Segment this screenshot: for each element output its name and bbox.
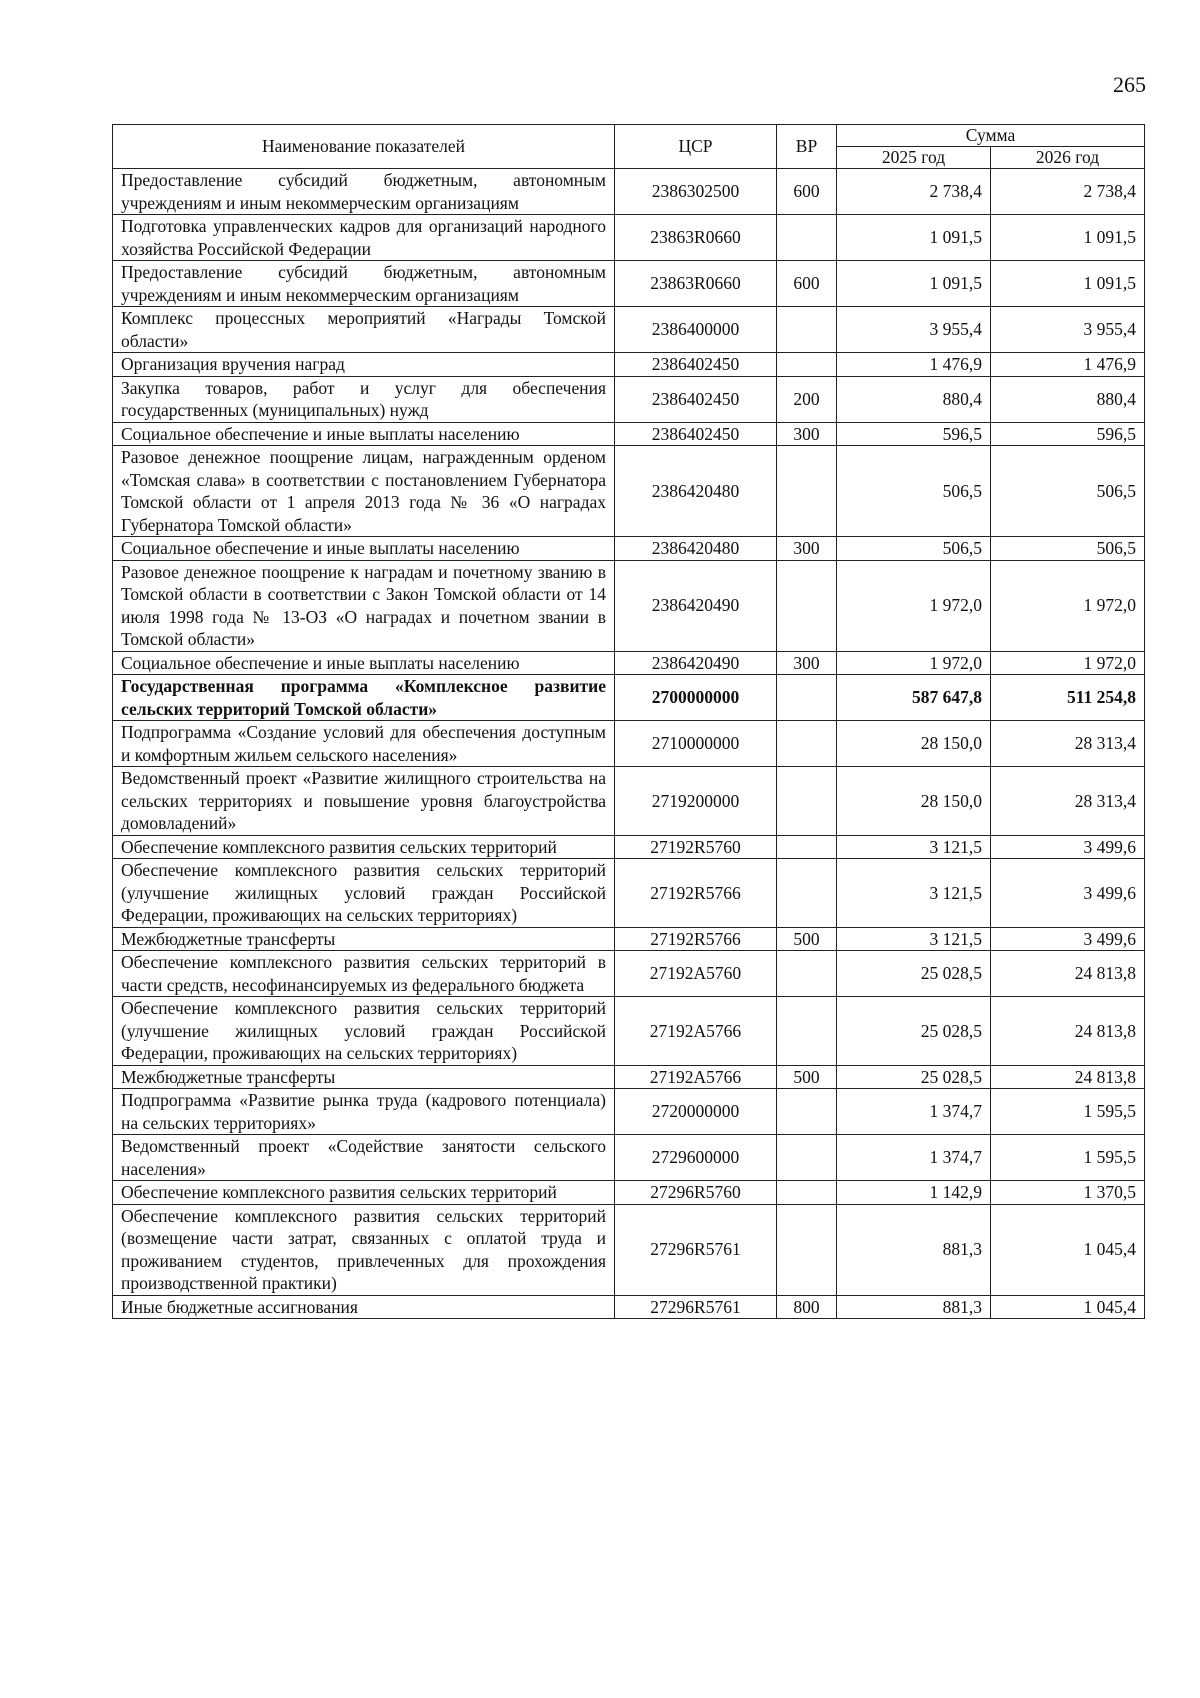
budget-table — [112, 124, 1145, 1319]
row-name-cell: Иные бюджетные ассигнования — [113, 1295, 615, 1319]
row-2026-cell: 3 955,4 — [991, 307, 1145, 353]
row-2025-cell: 1 476,9 — [837, 353, 991, 377]
row-vr-cell: 800 — [777, 1295, 837, 1319]
row-csr-cell: 27192R5766 — [615, 859, 777, 928]
row-2025-cell: 596,5 — [837, 422, 991, 446]
row-csr-cell: 27192A5760 — [615, 951, 777, 997]
row-2025-cell: 1 091,5 — [837, 261, 991, 307]
row-2025-cell: 1 374,7 — [837, 1089, 991, 1135]
row-name-cell: Государственная программа «Комплексное развитие сельских территорий Томской области» — [113, 675, 615, 721]
page-number: 265 — [1113, 72, 1146, 97]
row-csr-cell: 2386420490 — [615, 560, 777, 651]
row-csr-cell: 2700000000 — [615, 675, 777, 721]
row-vr-cell — [777, 859, 837, 928]
row-2025-cell: 1 142,9 — [837, 1181, 991, 1205]
row-vr-cell — [777, 767, 837, 836]
row-2025-cell: 1 972,0 — [837, 560, 991, 651]
table-row — [113, 1135, 1145, 1181]
row-vr-cell: 500 — [777, 927, 837, 951]
table-row — [113, 422, 1145, 446]
row-2025-cell: 587 647,8 — [837, 675, 991, 721]
row-csr-cell: 2386420490 — [615, 651, 777, 675]
row-2026-cell: 1 595,5 — [991, 1135, 1145, 1181]
table-header — [113, 125, 1145, 169]
row-vr-cell — [777, 675, 837, 721]
row-csr-cell: 2386420480 — [615, 446, 777, 537]
row-2025-cell: 3 121,5 — [837, 859, 991, 928]
row-csr-cell: 27192R5766 — [615, 927, 777, 951]
row-2025-cell: 506,5 — [837, 446, 991, 537]
row-csr-cell: 2710000000 — [615, 721, 777, 767]
table-row — [113, 927, 1145, 951]
row-2025-cell: 3 121,5 — [837, 927, 991, 951]
row-name-cell: Комплекс процессных мероприятий «Награды Томской области» — [113, 307, 615, 353]
row-csr-cell: 2386402450 — [615, 422, 777, 446]
table-row — [113, 1065, 1145, 1089]
row-vr-cell — [777, 446, 837, 537]
row-vr-cell: 200 — [777, 376, 837, 422]
table-row — [113, 446, 1145, 537]
row-name-cell: Социальное обеспечение и иные выплаты населению — [113, 537, 615, 561]
table-row — [113, 767, 1145, 836]
row-2026-cell: 1 595,5 — [991, 1089, 1145, 1135]
row-2026-cell: 1 972,0 — [991, 651, 1145, 675]
row-2026-cell: 3 499,6 — [991, 835, 1145, 859]
row-csr-cell: 23863R0660 — [615, 261, 777, 307]
header-csr: ЦСР — [615, 125, 777, 169]
row-name-cell: Подпрограмма «Развитие рынка труда (кадрового потенциала) на сельских территориях» — [113, 1089, 615, 1135]
row-2025-cell: 1 374,7 — [837, 1135, 991, 1181]
row-2026-cell: 1 091,5 — [991, 215, 1145, 261]
row-2025-cell: 28 150,0 — [837, 767, 991, 836]
row-vr-cell — [777, 353, 837, 377]
row-2026-cell: 506,5 — [991, 446, 1145, 537]
row-csr-cell: 2719200000 — [615, 767, 777, 836]
row-2026-cell: 3 499,6 — [991, 927, 1145, 951]
row-2026-cell: 1 476,9 — [991, 353, 1145, 377]
row-2026-cell: 506,5 — [991, 537, 1145, 561]
row-2026-cell: 1 045,4 — [991, 1204, 1145, 1295]
row-2025-cell: 25 028,5 — [837, 997, 991, 1066]
row-csr-cell: 2386400000 — [615, 307, 777, 353]
row-vr-cell: 600 — [777, 261, 837, 307]
row-name-cell: Предоставление субсидий бюджетным, автономным учреждениям и иным некоммерческим организациям — [113, 169, 615, 215]
row-2025-cell: 25 028,5 — [837, 1065, 991, 1089]
row-2025-cell: 2 738,4 — [837, 169, 991, 215]
row-2026-cell: 28 313,4 — [991, 767, 1145, 836]
table-row — [113, 651, 1145, 675]
table-row — [113, 376, 1145, 422]
row-csr-cell: 27296R5760 — [615, 1181, 777, 1205]
row-2026-cell: 1 045,4 — [991, 1295, 1145, 1319]
row-csr-cell: 23863R0660 — [615, 215, 777, 261]
table-row — [113, 261, 1145, 307]
row-name-cell: Социальное обеспечение и иные выплаты населению — [113, 651, 615, 675]
row-2025-cell: 881,3 — [837, 1295, 991, 1319]
row-vr-cell — [777, 560, 837, 651]
row-name-cell: Обеспечение комплексного развития сельских территорий (улучшение жилищных условий граждан Российской Федерации, проживающих на сельских территориях) — [113, 997, 615, 1066]
table-row — [113, 721, 1145, 767]
row-2025-cell: 881,3 — [837, 1204, 991, 1295]
row-2026-cell: 596,5 — [991, 422, 1145, 446]
row-name-cell: Закупка товаров, работ и услуг для обеспечения государственных (муниципальных) нужд — [113, 376, 615, 422]
row-name-cell: Ведомственный проект «Содействие занятости сельского населения» — [113, 1135, 615, 1181]
table-row — [113, 537, 1145, 561]
row-vr-cell — [777, 307, 837, 353]
table-row — [113, 560, 1145, 651]
row-csr-cell: 2720000000 — [615, 1089, 777, 1135]
row-csr-cell: 27192R5760 — [615, 835, 777, 859]
row-2026-cell: 28 313,4 — [991, 721, 1145, 767]
table-row — [113, 1181, 1145, 1205]
row-name-cell: Ведомственный проект «Развитие жилищного строительства на сельских территориях и повышение уровня благоустройства домовладений» — [113, 767, 615, 836]
row-name-cell: Обеспечение комплексного развития сельских территорий в части средств, несофинансируемых из федерального бюджета — [113, 951, 615, 997]
header-name: Наименование показателей — [113, 125, 615, 169]
row-2025-cell: 1 091,5 — [837, 215, 991, 261]
row-name-cell: Обеспечение комплексного развития сельских территорий (возмещение части затрат, связанных с оплатой труда и проживанием студентов, привлеченных для прохождения производственной практики) — [113, 1204, 615, 1295]
row-name-cell: Обеспечение комплексного развития сельских территорий — [113, 835, 615, 859]
row-2026-cell: 1 091,5 — [991, 261, 1145, 307]
table-row — [113, 835, 1145, 859]
row-2025-cell: 3 121,5 — [837, 835, 991, 859]
row-2026-cell: 3 499,6 — [991, 859, 1145, 928]
row-2025-cell: 880,4 — [837, 376, 991, 422]
row-name-cell: Межбюджетные трансферты — [113, 927, 615, 951]
table-row — [113, 307, 1145, 353]
row-csr-cell: 2386402450 — [615, 376, 777, 422]
row-name-cell: Подпрограмма «Создание условий для обеспечения доступным и комфортным жильем сельского населения» — [113, 721, 615, 767]
row-csr-cell: 2386402450 — [615, 353, 777, 377]
row-vr-cell: 300 — [777, 422, 837, 446]
row-name-cell: Подготовка управленческих кадров для организаций народного хозяйства Российской Федерации — [113, 215, 615, 261]
row-2026-cell: 24 813,8 — [991, 1065, 1145, 1089]
row-2025-cell: 3 955,4 — [837, 307, 991, 353]
row-name-cell: Обеспечение комплексного развития сельских территорий — [113, 1181, 615, 1205]
header-sum: Сумма — [837, 125, 1145, 147]
row-vr-cell — [777, 721, 837, 767]
row-vr-cell: 600 — [777, 169, 837, 215]
row-vr-cell — [777, 835, 837, 859]
row-2025-cell: 25 028,5 — [837, 951, 991, 997]
row-2026-cell: 2 738,4 — [991, 169, 1145, 215]
table-row — [113, 675, 1145, 721]
table-row — [113, 169, 1145, 215]
table-row — [113, 215, 1145, 261]
row-2026-cell: 880,4 — [991, 376, 1145, 422]
row-2026-cell: 24 813,8 — [991, 997, 1145, 1066]
row-name-cell: Разовое денежное поощрение к наградам и почетному званию в Томской области в соответствии с Закон Томской области от 14 июля 1998 года № 13-ОЗ «О наградах и почетном звании в Томской области» — [113, 560, 615, 651]
table-row — [113, 859, 1145, 928]
table-row — [113, 1204, 1145, 1295]
row-2025-cell: 506,5 — [837, 537, 991, 561]
row-vr-cell — [777, 1135, 837, 1181]
row-2025-cell: 1 972,0 — [837, 651, 991, 675]
table-body — [113, 169, 1145, 1319]
row-name-cell: Организация вручения наград — [113, 353, 615, 377]
row-2026-cell: 1 370,5 — [991, 1181, 1145, 1205]
table-row — [113, 1089, 1145, 1135]
row-vr-cell — [777, 1089, 837, 1135]
table-row — [113, 353, 1145, 377]
row-name-cell: Предоставление субсидий бюджетным, автономным учреждениям и иным некоммерческим организациям — [113, 261, 615, 307]
row-vr-cell: 300 — [777, 537, 837, 561]
row-2026-cell: 1 972,0 — [991, 560, 1145, 651]
row-vr-cell — [777, 215, 837, 261]
row-csr-cell: 2729600000 — [615, 1135, 777, 1181]
row-vr-cell — [777, 997, 837, 1066]
header-year-2026: 2026 год — [991, 147, 1145, 169]
row-2025-cell: 28 150,0 — [837, 721, 991, 767]
row-csr-cell: 27192A5766 — [615, 1065, 777, 1089]
row-name-cell: Обеспечение комплексного развития сельских территорий (улучшение жилищных условий граждан Российской Федерации, проживающих на сельских территориях) — [113, 859, 615, 928]
row-csr-cell: 27192A5766 — [615, 997, 777, 1066]
table-row — [113, 997, 1145, 1066]
row-2026-cell: 511 254,8 — [991, 675, 1145, 721]
row-vr-cell: 300 — [777, 651, 837, 675]
row-vr-cell — [777, 951, 837, 997]
row-vr-cell — [777, 1204, 837, 1295]
row-vr-cell: 500 — [777, 1065, 837, 1089]
row-vr-cell — [777, 1181, 837, 1205]
row-name-cell: Разовое денежное поощрение лицам, награжденным орденом «Томская слава» в соответствии с постановлением Губернатора Томской области от 1 апреля 2013 года № 36 «О наградах Губернатора Томской области» — [113, 446, 615, 537]
row-csr-cell: 27296R5761 — [615, 1295, 777, 1319]
table-row — [113, 1295, 1145, 1319]
row-csr-cell: 2386302500 — [615, 169, 777, 215]
row-csr-cell: 2386420480 — [615, 537, 777, 561]
row-2026-cell: 24 813,8 — [991, 951, 1145, 997]
row-name-cell: Социальное обеспечение и иные выплаты населению — [113, 422, 615, 446]
row-name-cell: Межбюджетные трансферты — [113, 1065, 615, 1089]
header-year-2025: 2025 год — [837, 147, 991, 169]
header-vr: ВР — [777, 125, 837, 169]
table-row — [113, 951, 1145, 997]
row-csr-cell: 27296R5761 — [615, 1204, 777, 1295]
